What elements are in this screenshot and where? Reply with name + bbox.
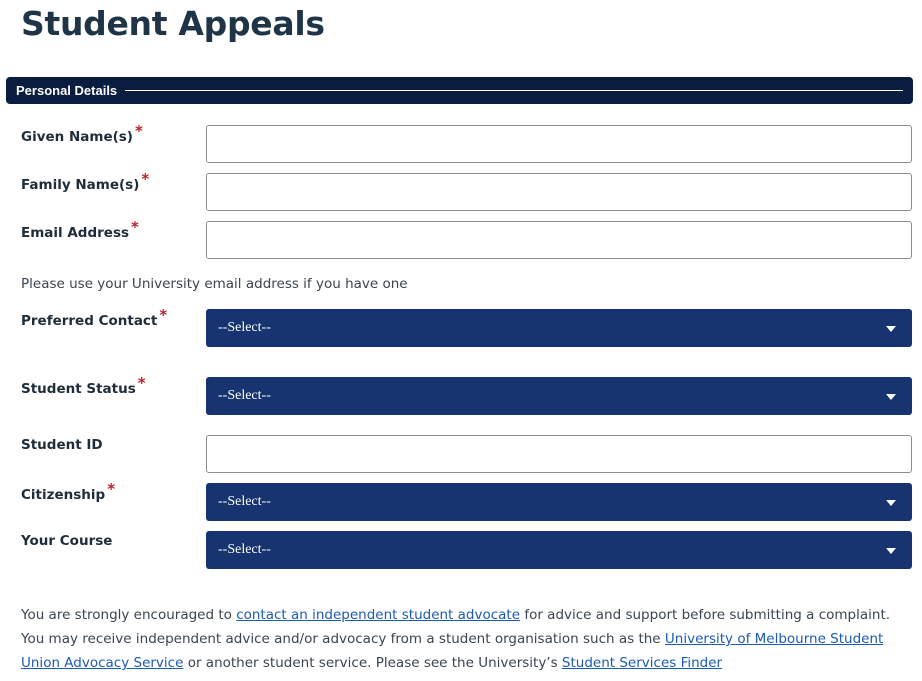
email-label: Email Address * <box>21 218 139 241</box>
required-marker: * <box>159 306 168 324</box>
given-name-input[interactable] <box>206 125 912 163</box>
caret-down-icon <box>886 394 896 400</box>
section-label: Personal Details <box>16 83 118 98</box>
page-title: Student Appeals <box>21 4 325 43</box>
student-id-label: Student ID <box>21 437 103 453</box>
citizenship-select[interactable] <box>206 483 912 521</box>
student-advocate-link[interactable]: contact an independent student advocate <box>236 607 521 623</box>
student-status-select[interactable] <box>206 377 912 415</box>
citizenship-label: Citizenship * <box>21 480 116 503</box>
family-name-input[interactable] <box>206 173 912 211</box>
required-marker: * <box>131 218 139 236</box>
family-name-label: Family Name(s) * <box>21 170 150 193</box>
course-select[interactable] <box>206 531 912 569</box>
given-name-label: Given Name(s) * <box>21 122 143 145</box>
email-input[interactable] <box>206 221 912 259</box>
section-divider <box>125 90 903 91</box>
required-marker: * <box>134 122 143 140</box>
student-id-input[interactable] <box>206 435 912 473</box>
required-marker: * <box>141 170 150 188</box>
student-services-finder-link[interactable]: Student Services Finder <box>561 655 723 671</box>
email-hint: Please use your University email address if you have one <box>21 276 408 292</box>
required-marker: * <box>137 374 146 392</box>
preferred-contact-label: Preferred Contact * <box>21 306 168 329</box>
caret-down-icon <box>886 326 896 332</box>
student-status-label: Student Status * <box>21 374 146 397</box>
course-label: Your Course <box>21 533 113 549</box>
selected-value: --Select-- <box>218 320 271 335</box>
selected-value: --Select-- <box>218 542 271 557</box>
advocacy-notice: You are strongly encouraged to contact an independent student advocate for advice and support before submitting a complaint. You may receive independent advice and/or advocacy from a student organisation such as the University of Melbourne Student Union Advocacy Service or another student service. Please see the University’s Student Services Finder <box>21 607 891 671</box>
selected-value: --Select-- <box>218 494 271 509</box>
caret-down-icon <box>886 500 896 506</box>
caret-down-icon <box>886 548 896 554</box>
required-marker: * <box>107 480 116 498</box>
selected-value: --Select-- <box>218 388 271 403</box>
section-header-personal-details <box>6 77 913 104</box>
umsu-advocacy-link[interactable]: University of Melbourne Student Union Advocacy Service <box>21 631 884 671</box>
preferred-contact-select[interactable] <box>206 309 912 347</box>
